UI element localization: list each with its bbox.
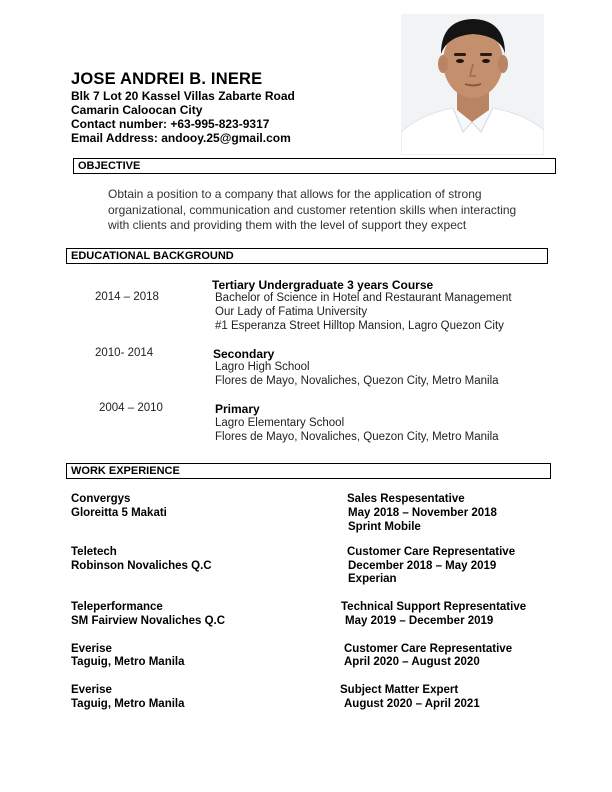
- work-company: Teletech: [71, 546, 117, 558]
- work-location: Robinson Novaliches Q.C: [71, 560, 212, 572]
- work-account: Experian: [348, 573, 397, 585]
- work-location: Gloreitta 5 Makati: [71, 507, 167, 519]
- work-location: Taguig, Metro Manila: [71, 698, 185, 710]
- email-address: Email Address: andooy.25@gmail.com: [71, 131, 291, 145]
- work-company: Everise: [71, 684, 112, 696]
- work-title: Sales Respesentative: [347, 493, 465, 505]
- work-title: Customer Care Representative: [344, 643, 513, 655]
- education-address: Flores de Mayo, Novaliches, Quezon City, Metro Manila: [215, 375, 499, 387]
- education-heading: EDUCATIONAL BACKGROUND: [66, 248, 548, 264]
- work-heading: WORK EXPERIENCE: [66, 463, 551, 479]
- contact-number: Contact number: +63-995-823-9317: [71, 117, 270, 131]
- work-company: Convergys: [71, 493, 131, 505]
- applicant-name: JOSE ANDREI B. INERE: [71, 70, 263, 88]
- work-title: Subject Matter Expert: [340, 684, 459, 696]
- work-dates: May 2019 – December 2019: [345, 615, 494, 627]
- education-level: Secondary: [213, 347, 275, 361]
- work-title: Technical Support Representative: [341, 601, 527, 613]
- work-account: Sprint Mobile: [348, 521, 421, 533]
- work-dates: August 2020 – April 2021: [344, 698, 480, 710]
- work-company: Teleperformance: [71, 601, 163, 613]
- work-dates: May 2018 – November 2018: [348, 507, 497, 519]
- education-school: Lagro Elementary School: [215, 417, 345, 429]
- education-address: Flores de Mayo, Novaliches, Quezon City, Metro Manila: [215, 431, 499, 443]
- work-title: Customer Care Representative: [347, 546, 516, 558]
- profile-photo: [401, 14, 544, 155]
- education-years: 2010- 2014: [95, 347, 154, 359]
- education-school: Lagro High School: [215, 361, 310, 373]
- education-years: 2014 – 2018: [95, 291, 159, 303]
- work-company: Everise: [71, 643, 112, 655]
- education-level: Tertiary Undergraduate 3 years Course: [212, 278, 434, 292]
- education-address: #1 Esperanza Street Hilltop Mansion, Lagro Quezon City: [215, 320, 504, 332]
- work-dates: April 2020 – August 2020: [344, 656, 480, 668]
- objective-line: Obtain a position to a company that allows for the application of strong: [108, 187, 482, 201]
- education-school: Our Lady of Fatima University: [215, 306, 368, 318]
- objective-heading: OBJECTIVE: [73, 158, 556, 174]
- work-location: SM Fairview Novaliches Q.C: [71, 615, 226, 627]
- objective-line: organizational, communication and customer retention skills when interacting: [108, 202, 517, 217]
- objective-line: with clients and providing them with the level of support they expect: [108, 218, 467, 232]
- portrait-illustration: [401, 14, 544, 155]
- work-location: Taguig, Metro Manila: [71, 656, 185, 668]
- address-line-2: Camarin Caloocan City: [71, 103, 203, 117]
- education-level: Primary: [215, 402, 260, 416]
- work-dates: December 2018 – May 2019: [348, 560, 497, 572]
- education-years: 2004 – 2010: [99, 402, 163, 414]
- education-degree: Bachelor of Science in Hotel and Restaurant Management: [215, 292, 512, 304]
- objective-text: [108, 187, 548, 234]
- address-line-1: Blk 7 Lot 20 Kassel Villas Zabarte Road: [71, 89, 295, 103]
